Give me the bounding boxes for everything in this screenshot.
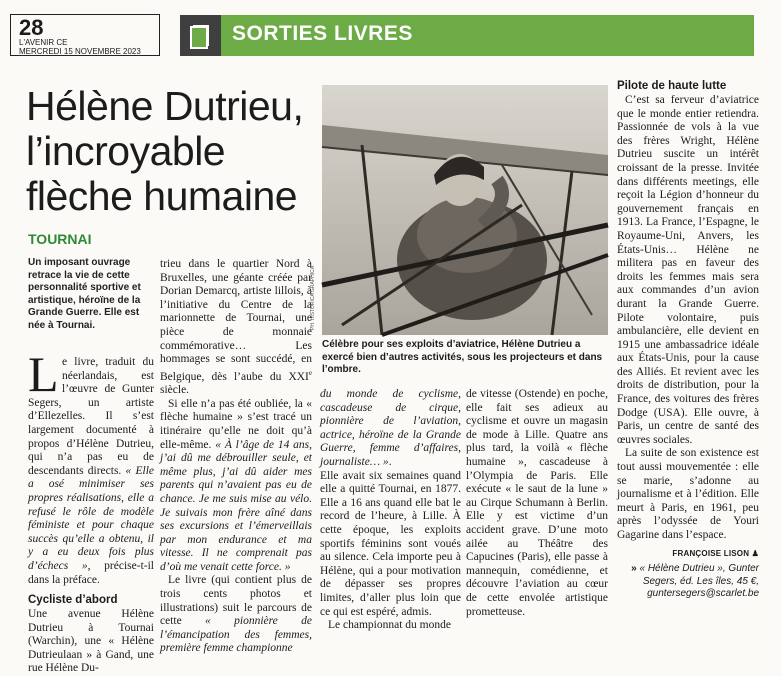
photo-caption: Célèbre pour ses exploits d’aviatrice, Hélène Dutrieu a exercé bien d’autres activités, sous les projecteurs et dans l’ombre. [322,339,603,375]
book-icon [180,15,221,56]
article-location: TOURNAI [28,231,92,247]
paragraph-text: trieu dans le quartier Nord à Bruxelles, une géante créée par Dorian Demarcq, artiste lillois, à l’initiative du Centre de la marionnette de Tournai, une pièce de monnaie commémorative… Les hommages se sont succédé, en Belgique, dès l’aube du XXI [160,258,312,383]
superscript: e [308,368,312,377]
paragraph-text: . [388,455,392,468]
paragraph-text: Le livre (qui contient plus de trois cents photos et illustrations) suit le parcours de cette [160,574,312,628]
page-number: 28 [19,15,44,40]
article-column-2 [160,258,312,656]
paragraph-text: Si elle n’a pas été oubliée, la « flèche humaine » s’est tracé un itinéraire qu’elle ne doit qu’à elle-même. [160,397,312,451]
section-title: SORTIES LIVRES [232,22,413,45]
quote-text: « Elle a osé minimiser ses propres réalisations, elle a refusé le rôle de modèle féministe et pour chaque succès qu’elle a obtenu, il y a eu deux fois plus d’échecs » [28,464,155,572]
article-column-3 [320,388,461,633]
book-details: « Hélène Dutrieu », Gunter Segers, éd. Les îles, 45 €, guntersegers@scarlet.be [639,563,759,600]
photo-credit: PH. HISTORICA GRAPHICA [310,265,316,330]
subheading: Cycliste d’abord [28,594,118,607]
person-icon: ♟ [751,548,759,558]
publication-date: MERCREDI 15 NOVEMBRE 2023 [19,47,141,56]
paragraph-text: , précise-t-il dans la préface. [28,559,154,586]
author-byline: FRANÇOISE LISON ♟ [672,548,759,558]
quote-text: du monde de cyclisme, cascadeuse de cirque, pionnière de l’aviation, actrice, héroïne de la Grande Guerre, femme d’affaires, journaliste… » [320,388,461,468]
article-column-4 [466,388,608,619]
paragraph-text: Le championnat du monde [328,619,451,632]
article-photo [322,85,608,335]
page-info-box [10,14,160,56]
aviatrix-photo-illustration [322,85,608,335]
publication-name: L'AVENIR CE [19,38,68,47]
subheading: Pilote de haute lutte [617,80,727,92]
paragraph-text: de vitesse (Ostende) en poche, elle fait ses adieux au cyclisme et ouvre un magasin de mode à Lille. Quatre ans plus tard, la voilà « flèche humaine », cascadeuse à l’Olympia de Paris. Elle exécute « le saut de la lune » au Cirque Schumann à Berlin. Elle y est victime d’un accident grave. D’une moto ailée au Théâtre des Capucines (Paris), elle passe à mannequin, comédienne, et découvre l’aviation au cœur de cette envolée artistique prometteuse. [466,388,608,618]
paragraph-text: Elle avait six semaines quand elle a quitté Tournai, en 1877. Elle a 16 ans quand elle bat le record de l’heure, à Lille. À cette époque, les exploits sportifs féminins sont voués au silence. Cela importe peu à Hélène, qui a pour motivation de dépasser ses propres limites, d’aller plus loin que ce qui est espéré, admis. [320,469,461,618]
paragraph-text: siècle. [160,384,190,397]
article-intro: Un imposant ouvrage retrace la vie de cette personnalité sportive et artistique, héroïne de la Grande Guerre. Elle est née à Tournai. [28,257,141,331]
quote-text: « pionnière de l’émancipation des femmes, première femme championne [160,615,312,655]
paragraph-text: C’est sa ferveur d’aviatrice que le monde entier retiendra. Passionnée de vols à la vue des frères Wright, Hélène Dutrieu suscite un intérêt croissant de la presse. Invitée dans différents meetings, elle reçoit la Légion d’honneur du gouvernement français en 1913. La France, l’Espagne, le Royaume-Uni, Anvers, les États-Unis… Hélène ne militera pas en faveur des droits les femmes mais sera aux commandes d’un avion durant la Grande Guerre. Pilote volontaire, puis ambulancière, elle devient en 1915 une ambassadrice idéale aux États-Unis, pour la cause des Alliés. Et revient avec les droits de distribution, pour la France, des voitures des frères Dodge (USA). Elle ouvre, à Paris, un centre de santé des œuvres sociales. [617,94,759,446]
article-headline: Hélène Dutrieu, l’incroyable flèche humaine [26,83,304,219]
paragraph-text: La suite de son existence est tout aussi mouvementée : elle se marie, s’adonne au journalisme et à l’édition. Elle meurt à Paris, en 1961, peu après l’odyssée de Youri Gagarine dans l’espace. [617,447,759,541]
article-column-1 [28,346,155,676]
quote-text: « À l’âge de 14 ans, j’ai dû me débrouiller seule, et même plus, j’ai dû aider mes parents qui n’avaient pas eu de chance. Je me suis mise au vélo. Je suivais mon frère aîné dans ses excursions et l’émerveillais par mon endurance et ma vitesse. Il ne comprenait pas d’où me venait cette force. » [160,438,313,573]
arrow-marker: » [631,563,637,575]
paragraph-text: Une avenue Hélène Dutrieu à Tournai (Warchin), une « Hélène Dutrieulaan » à Gand, une rue Hélène Du- [28,608,154,675]
article-column-5 [617,80,759,601]
drop-cap: L [28,346,59,402]
paragraph-text: e livre, traduit du néerlandais, est l’œuvre de Gunter Segers, un artiste d’Ellezelles. Il s’est largement documenté à propos d’Hélène Dutrieu, qui n’a pas eu de descendants directs. [28,356,154,477]
book-info [617,563,759,601]
section-banner [180,15,754,56]
